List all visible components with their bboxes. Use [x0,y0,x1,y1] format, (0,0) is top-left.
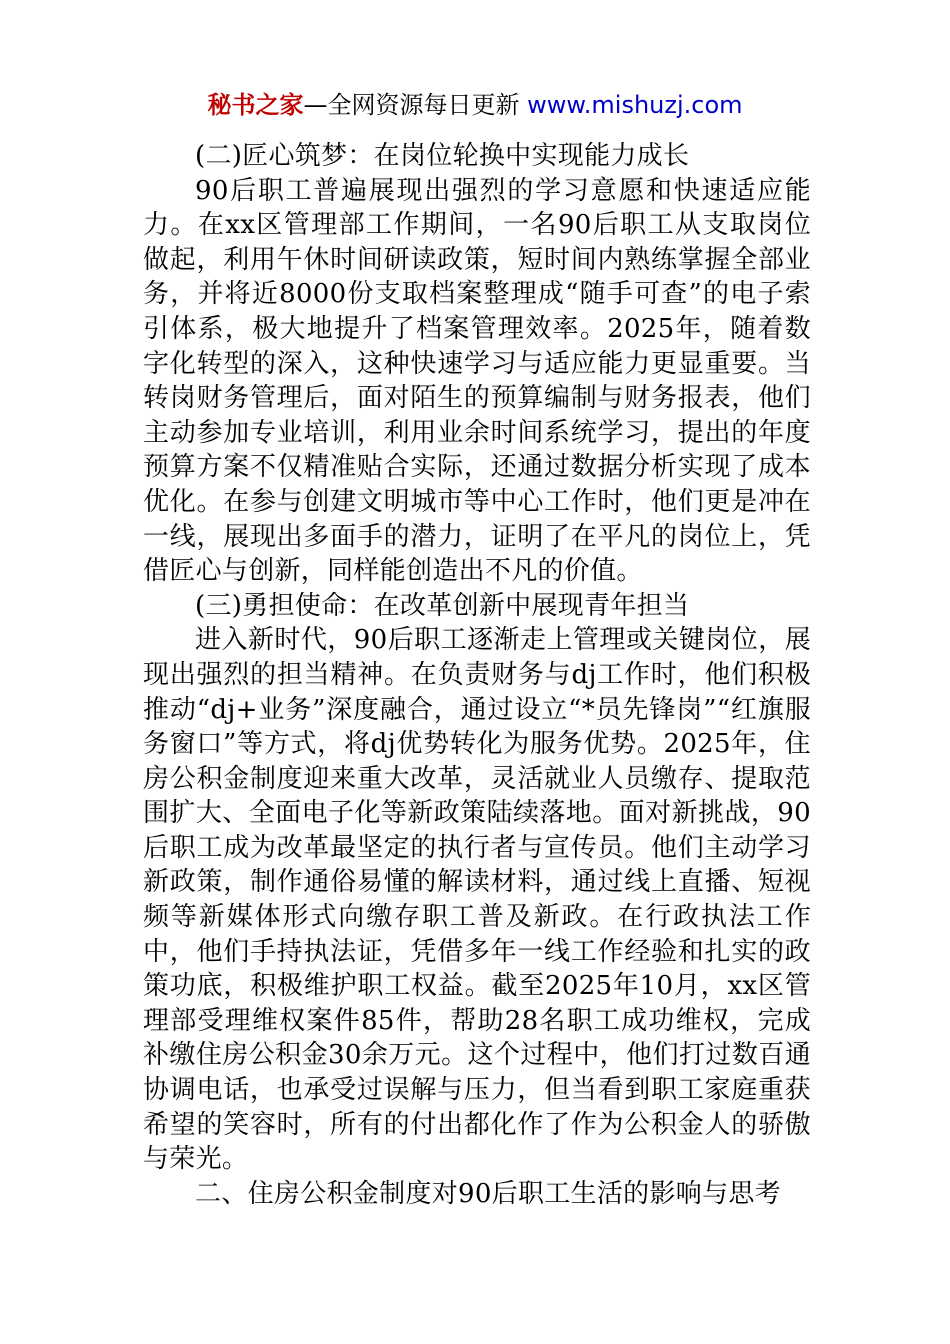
site-tagline: —全网资源每日更新 [303,91,528,119]
paragraph: 进入新时代，90后职工逐渐走上管理或关键岗位，展现出强烈的担当精神。在负责财务与dj工作时，他们积极推动“dj+业务”深度融合，通过设立“*员先锋岗”“红旗服务窗口”等方式，将dj优势转化为服务优势。2025年，住房公积金制度迎来重大改革，灵活就业人员缴存、提取范围扩大、全面电子化等新政策陆续落地。面对新挑战，90后职工成为改革最坚定的执行者与宣传员。他们主动学习新政策，制作通俗易懂的解读材料，通过线上直播、短视频等新媒体形式向缴存职工普及新政。在行政执法工作中，他们手持执法证，凭借多年一线工作经验和扎实的政策功底，积极维护职工权益。截至2025年10月，xx区管理部受理维权案件85件，帮助28名职工成功维权，完成补缴住房公积金30余万元。这个过程中，他们打过数百通协调电话，也承受过误解与压力，但当看到职工家庭重获希望的笑容时，所有的付出都化作了作为公积金人的骄傲与荣光。 [143,625,811,1175]
section-heading-2: (二)匠心筑梦：在岗位轮换中实现能力成长 [195,141,690,171]
paragraph: 90后职工普遍展现出强烈的学习意愿和快速适应能力。在xx区管理部工作期间，一名90后职工从支取岗位做起，利用午休时间研读政策，短时间内熟练掌握全部业务，并将近8000份支取档案整理成“随手可查”的电子索引体系，极大地提升了档案管理效率。2025年，随着数字化转型的深入，这种快速学习与适应能力更显重要。当转岗财务管理后，面对陌生的预算编制与财务报表，他们主动参加专业培训，利用业余时间系统学习，提出的年度预算方案不仅精准贴合实际，还通过数据分析实现了成本优化。在参与创建文明城市等中心工作时，他们更是冲在一线，展现出多面手的潜力，证明了在平凡的岗位上，凭借匠心与创新，同样能创造出不凡的价值。 [143,175,811,587]
chapter-heading: 二、住房公积金制度对90后职工生活的影响与思考 [195,1178,781,1209]
section-heading-3: (三)勇担使命：在改革创新中展现青年担当 [195,590,690,621]
document-body [143,139,811,1211]
site-header [0,88,950,122]
site-url-link[interactable]: www.mishuzj.com [527,91,743,119]
site-brand: 秘书之家 [207,91,304,119]
